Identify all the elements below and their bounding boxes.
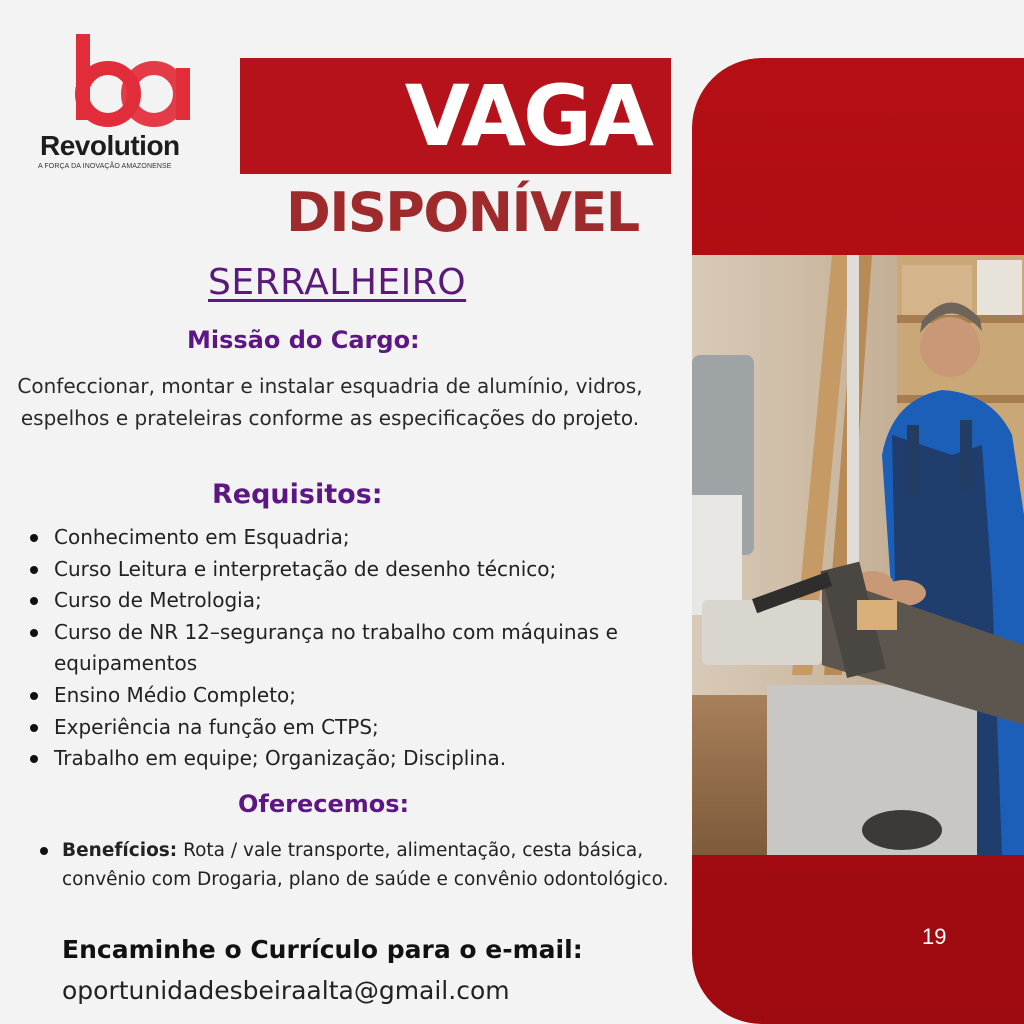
list-item: Curso Leitura e interpretação de desenho técnico; [26,554,696,586]
benefits-text: Rota / vale transporte, alimentação, cesta básica, convênio com Drogaria, plano de saúde e convênio odontológico. [62,840,669,890]
contact-cta: Encaminhe o Currículo para o e-mail: [62,935,583,964]
requirements-list [26,522,696,775]
benefits-label: Benefícios: [62,840,178,861]
list-item: Curso de Metrologia; [26,585,696,617]
requirements-heading: Requisitos: [212,479,383,510]
logo-brand-name: Revolution [40,130,180,161]
list-item: Curso de NR 12–segurança no trabalho com máquinas e equipamentos [26,617,696,680]
contact-email[interactable]: oportunidadesbeiraalta@gmail.com [62,976,510,1005]
ba-logo-mark-icon [72,32,212,127]
company-logo [36,32,216,177]
offer-heading: Oferecemos: [238,790,410,818]
mission-text: Confeccionar, montar e instalar esquadria de alumínio, vidros, espelhos e prateleiras conforme as especificações do projeto. [17,374,643,430]
list-item: Trabalho em equipe; Organização; Disciplina. [26,743,696,775]
disponivel-heading: DISPONÍVEL [286,181,639,244]
logo-tagline: A FORÇA DA INOVAÇÃO AMAZONENSE [38,163,172,170]
worker-photo [692,255,1024,855]
benefits-item [36,836,672,894]
list-item: Experiência na função em CTPS; [26,712,696,744]
list-item: Ensino Médio Completo; [26,680,696,712]
page-number: 19 [922,924,947,949]
mission-heading: Missão do Cargo: [187,326,420,354]
vaga-heading: VAGA [404,67,651,165]
vaga-banner [240,58,671,174]
list-item: Conhecimento em Esquadria; [26,522,696,554]
carpenter-at-jointer-illustration [692,255,1024,855]
job-title: SERRALHEIRO [208,262,467,303]
